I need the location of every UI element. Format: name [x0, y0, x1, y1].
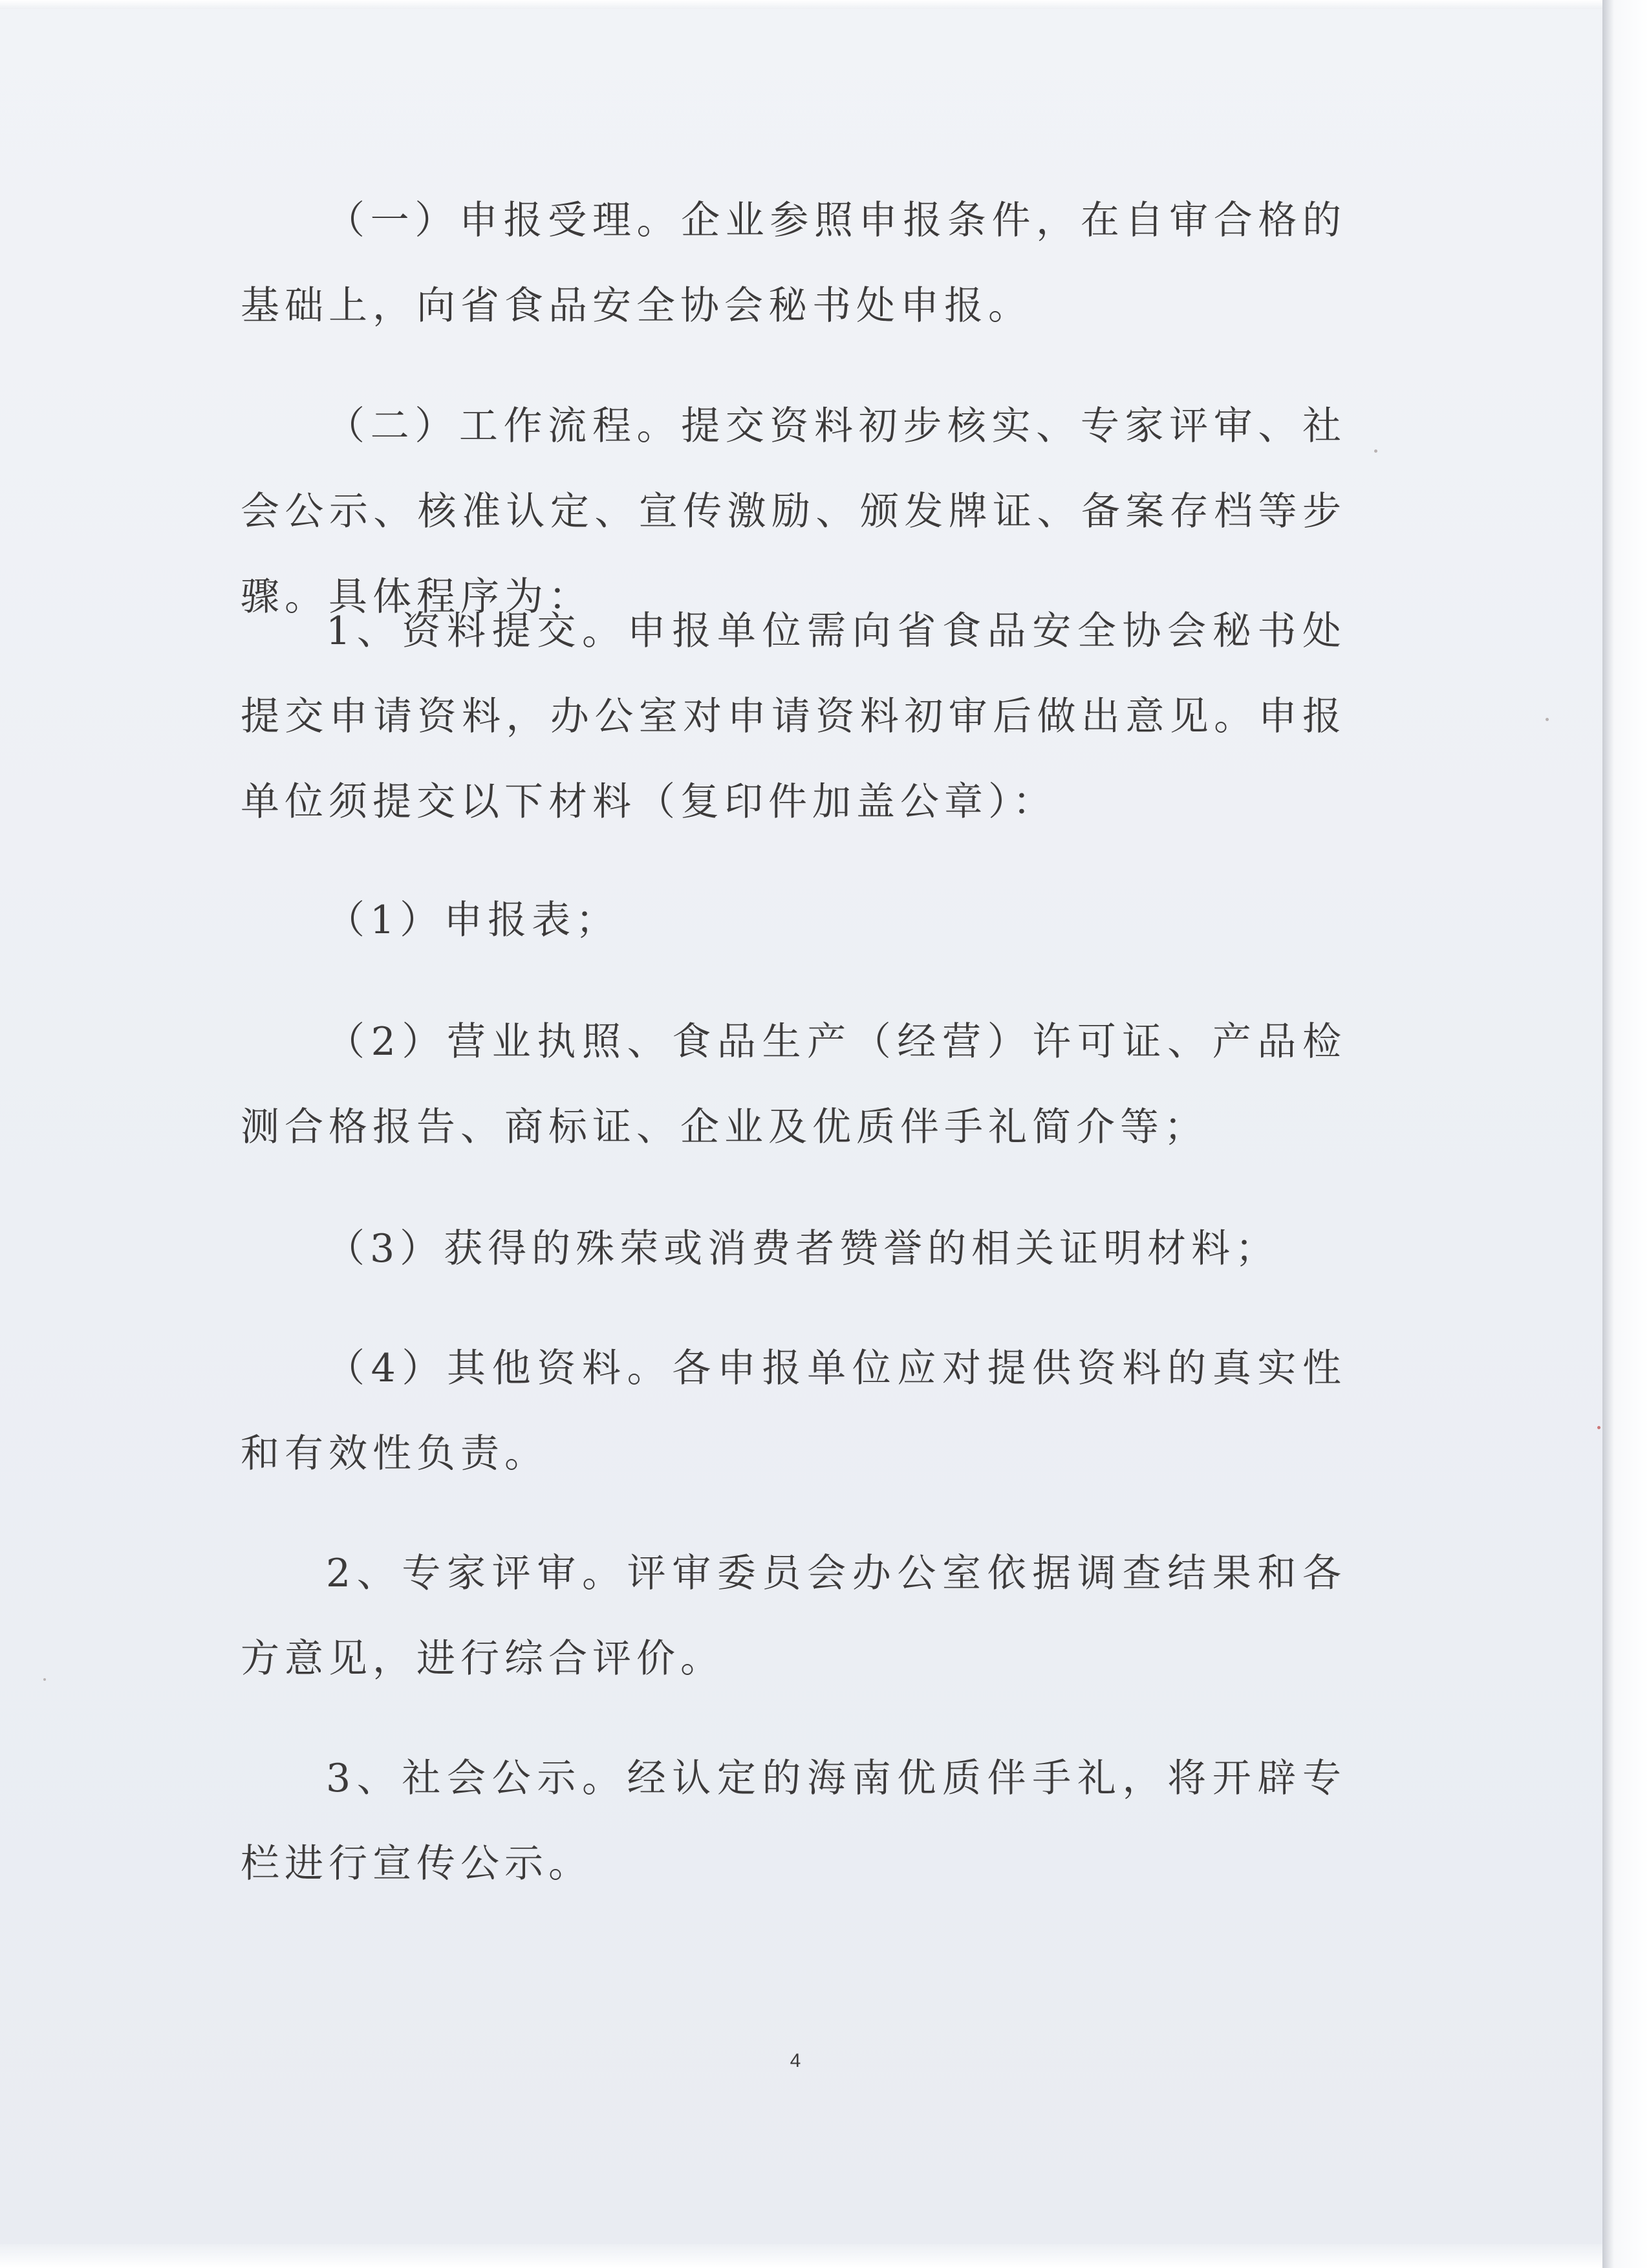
- scanner-right-edge: [1602, 0, 1649, 2268]
- scan-speck: [1546, 718, 1549, 721]
- paragraph-public-notice: 3、社会公示。经认定的海南优质伴手礼，将开辟专栏进行宣传公示。: [241, 1756, 1346, 1886]
- paragraph-expert-review: 2、专家评审。评审委员会办公室依据调查结果和各方意见，进行综合评价。: [241, 1551, 1346, 1681]
- page-bottom-edge: [0, 2244, 1602, 2268]
- page-number: 4: [790, 2050, 801, 2071]
- paragraph-material-submission: 1、资料提交。申报单位需向省食品安全协会秘书处提交申请资料，办公室对申请资料初审后做出意见。申报单位须提交以下材料（复印件加盖公章）：: [241, 609, 1346, 825]
- scan-speck: [1597, 1426, 1600, 1429]
- paragraph-workflow: （二）工作流程。提交资料初步核实、专家评审、社会公示、核准认定、宣传激励、颁发牌证、备案存档等步骤。具体程序为：: [241, 404, 1346, 620]
- scan-speck: [43, 1678, 46, 1681]
- page-top-edge: [0, 0, 1602, 9]
- list-item-other-materials: （4）其他资料。各申报单位应对提供资料的真实性和有效性负责。: [241, 1346, 1346, 1476]
- paragraph-application-acceptance: （一）申报受理。企业参照申报条件，在自审合格的基础上，向省食品安全协会秘书处申报。: [241, 198, 1346, 329]
- scan-speck: [1374, 449, 1377, 453]
- list-item-honors: （3）获得的殊荣或消费者赞誉的相关证明材料；: [326, 1226, 1280, 1271]
- list-item-licenses: （2）营业执照、食品生产（经营）许可证、产品检测合格报告、商标证、企业及优质伴手礼简介等；: [241, 1019, 1346, 1150]
- list-item-application-form: （1）申报表；: [326, 898, 620, 943]
